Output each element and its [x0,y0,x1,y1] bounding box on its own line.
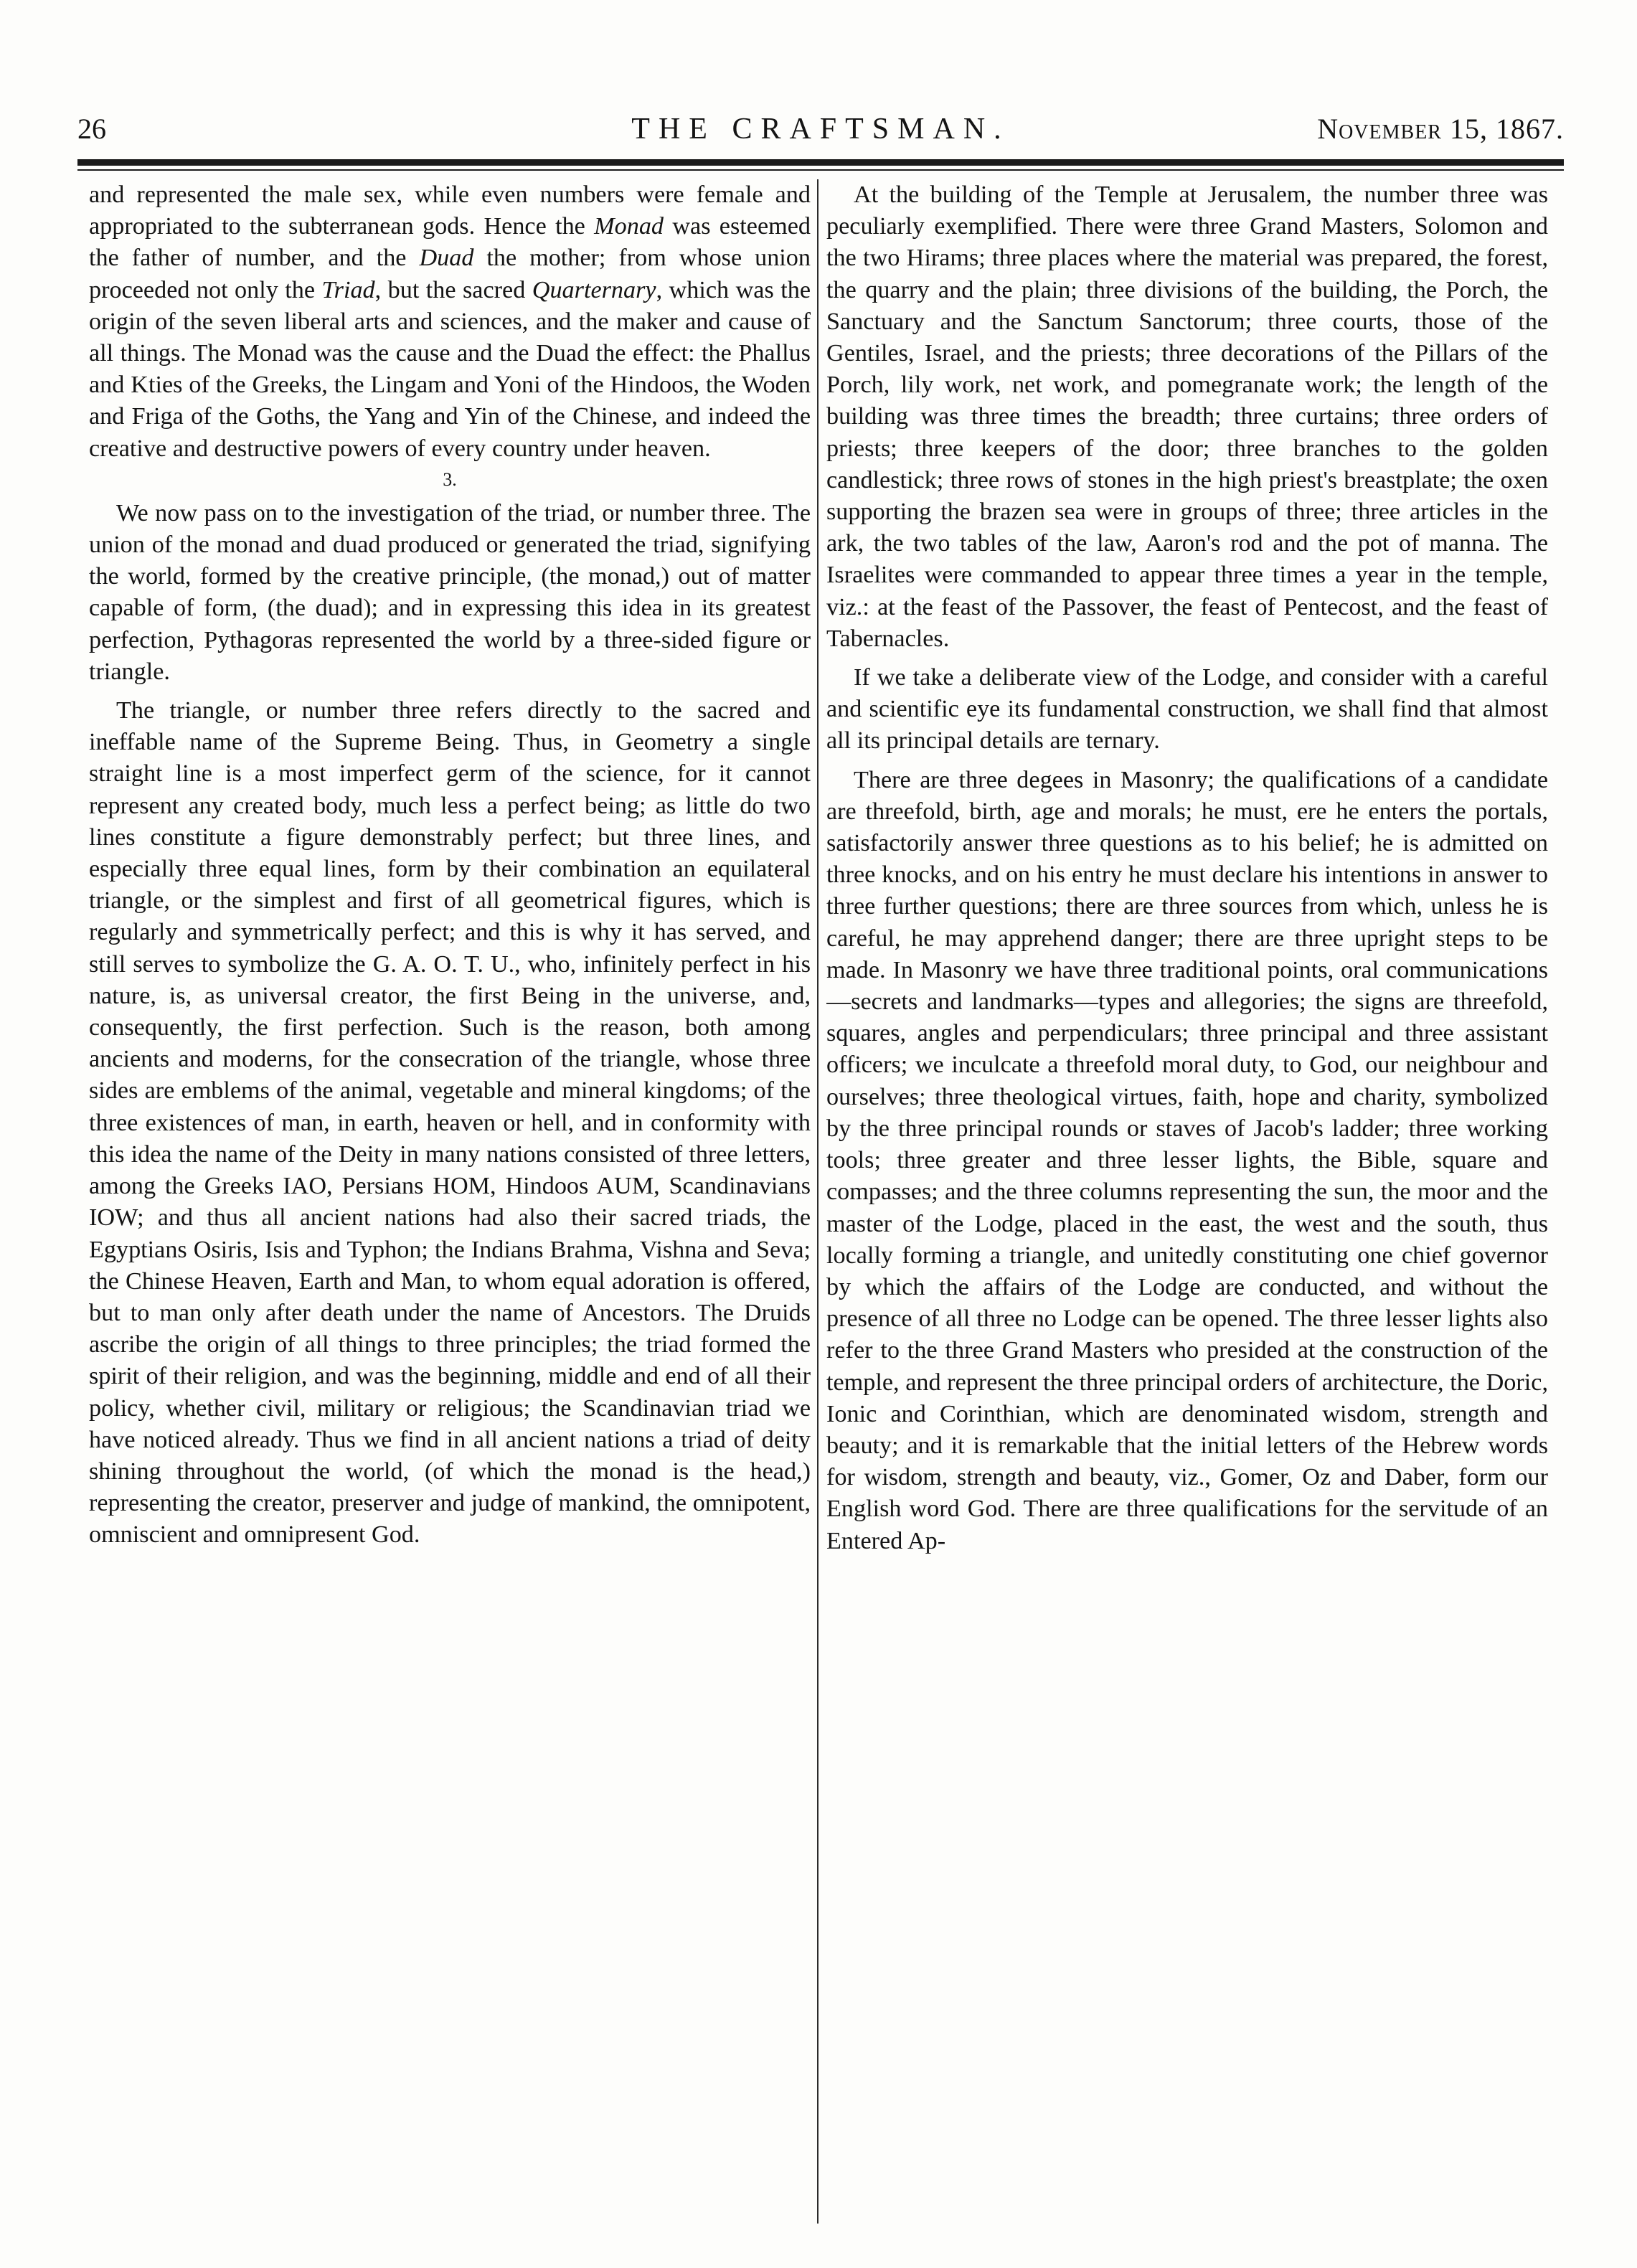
page-header [77,108,1564,151]
header-rule-thin [77,169,1564,171]
right-column [826,179,1548,2231]
page-number: 26 [77,113,106,145]
paragraph: If we take a deliberate view of the Lodge, and consider with a careful and scientific eye its fundamental construction, we shall find that almost all its principal details are ternary. [826,664,1548,755]
paragraph: The triangle, or number three refers directly to the sacred and ineffable name of the Supreme Being. Thus, in Geometry a single straight line is a most imperfect germ of the science, for it cannot represent any created body, much less a perfect being; as little do two lines constitute a figure demonstrably perfect; but three lines, and especially three equal lines, form by their combination an equilateral triangle, or the simplest and first of all geometrical figures, which is regularly and symmetrically perfect; and this is why it has served, and still serves to symbolize the G. A. O. T. U., who, infinitely perfect in his nature, is, as universal creator, the first Being in the universe, and, consequently, the first perfection. Such is the reason, both among ancients and moderns, for the consecration of the triangle, whose three sides are emblems of the animal, vegetable and mineral kingdoms; of the three existences of man, in earth, heaven or hell, and in conformity with this idea the name of the Deity in many nations consisted of three letters, among the Greeks IAO, Persians HOM, Hindoos AUM, Scandinavians IOW; and thus all ancient nations had also their sacred triads, the Egyptians Osiris, Isis and Typhon; the Indians Brahma, Vishna and Seva; the Chinese Heaven, Earth and Man, to whom equal adoration is offered, but to man only after death under the name of Ancestors. The Druids ascribe the origin of all things to three principles; the triad formed the spirit of their religion, and was the beginning, middle and end of all their policy, whether civil, military or religious; the Scandinavian triad we have noticed already. Thus we find in all ancient nations a triad of deity shining throughout the world, (of which the monad is the head,) representing the creator, preserver and judge of mankind, the omnipotent, omniscient and omnipresent God. [89,697,811,1549]
journal-title: THE CRAFTSMAN. [631,113,1010,146]
header-rule-thick [77,159,1564,166]
paragraph: There are three degees in Masonry; the qualifications of a candidate are threefold, birth, age and morals; he must, ere he enters the portals, satisfactorily answer three questions as to his belief; he is admitted on three knocks, and on his entry he must declare his intentions in answer to three further questions; there are three sources from which, unless he is careful, he may apprehend danger; there are three upright steps to be made. In Masonry we have three traditional points, oral communications—secrets and landmarks—types and allegories; the signs are threefold, squares, angles and perpendiculars; three principal and three assistant officers; we inculcate a threefold moral duty, to God, our neighbour and ourselves; three theological virtues, faith, hope and charity, symbolized by the three principal rounds or staves of Jacob's ladder; three working tools; three greater and three lesser lights, the Bible, square and compasses; and the three columns representing the sun, the moor and the master of the Lodge, placed in the east, the west and the south, thus locally forming a triangle, and unitedly constituting one chief governor by which the affairs of the Lodge are conducted, and without the presence of all three no Lodge can be opened. The three lesser lights also refer to the three Grand Masters who presided at the construction of the temple, and represent the three principal orders of architecture, the Doric, Ionic and Corinthian, which are denominated wisdom, strength and beauty; and it is remarkable that the initial letters of the Hebrew words for wisdom, strength and beauty, viz., Gomer, Oz and Daber, form our English word God. There are three qualifications for the servitude of an Entered Ap- [826,766,1548,1554]
column-divider [817,179,818,2224]
paragraph: and represented the male sex, while even numbers were female and appropriated to the subterranean gods. Hence the Monad was esteemed the father of number, and the Duad the mother; from whose union proceeded not only the Triad, but the sacred Quarternary, which was the origin of the seven liberal arts and sciences, and the maker and cause of all things. The Monad was the cause and the Duad the effect: the Phallus and Kties of the Greeks, the Lingam and Yoni of the Hindoos, the Woden and Friga of the Goths, the Yang and Yin of the Chinese, and indeed the creative and destructive powers of every country under heaven. [89,181,811,462]
left-column [89,179,811,2231]
paragraph: We now pass on to the investigation of the triad, or number three. The union of the monad and duad produced or generated the triad, signifying the world, formed by the creative principle, (the monad,) out of matter capable of form, (the duad); and in expressing this idea in its greatest perfection, Pythagoras represented the world by a three-sided figure or triangle. [89,499,811,685]
paragraph: At the building of the Temple at Jerusalem, the number three was peculiarly exemplified. There were three Grand Masters, Solomon and the two Hirams; three places where the material was prepared, the forest, the quarry and the plain; three divisions of the building, the Porch, the Sanctuary and the Sanctum Sanctorum; three courts, those of the Gentiles, Israel, and the priests; three decorations of the Pillars of the Porch, lily work, net work, and pomegranate work; the length of the building was three times the breadth; three curtains; three orders of priests; three keepers of the door; three branches to the golden candlestick; three rows of stones in the high priest's breastplate; the oxen supporting the brazen sea were in groups of three; three articles in the ark, the two tables of the law, Aaron's rod and the pot of manna. The Israelites were commanded to appear three times a year in the temple, viz.: at the feast of the Passover, the feast of Pentecost, and the feast of Tabernacles. [826,181,1548,652]
section-number: 3. [443,468,457,490]
issue-date: November 15, 1867. [1317,113,1564,145]
